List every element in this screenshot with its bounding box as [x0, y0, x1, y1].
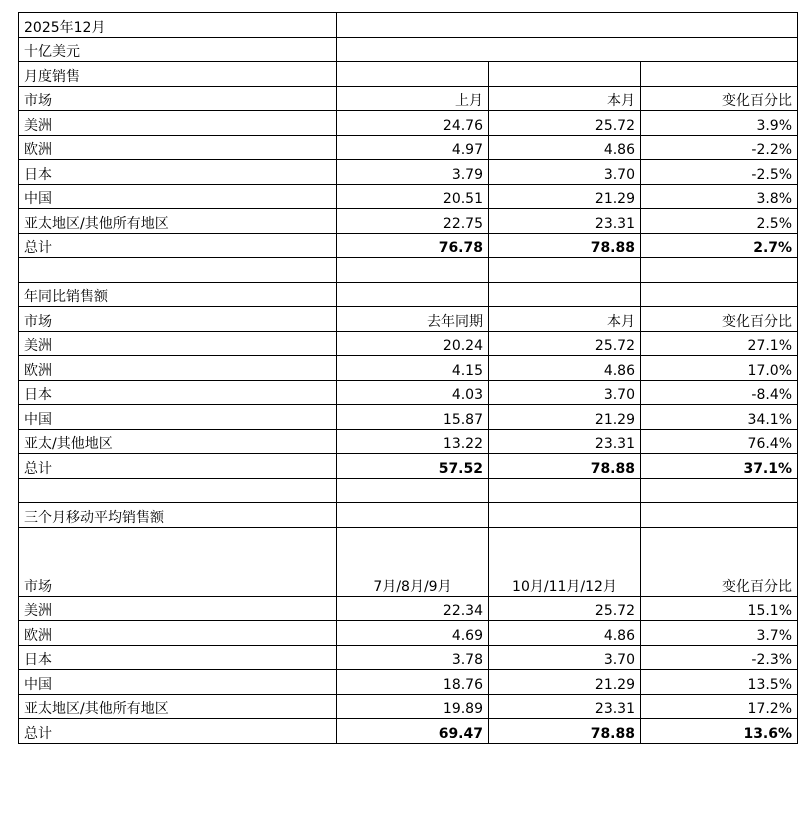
change-cell: 13.5% [641, 670, 798, 695]
curr-cell: 23.31 [489, 429, 641, 454]
market-cell: 日本 [19, 645, 337, 670]
column-header-row [19, 86, 798, 111]
unit-row [19, 37, 798, 62]
table-row [19, 380, 798, 405]
empty-cell [19, 258, 337, 283]
prev-cell: 19.89 [337, 694, 489, 719]
total-prev: 69.47 [337, 719, 489, 744]
section-title: 月度销售 [19, 62, 337, 87]
curr-cell: 21.29 [489, 405, 641, 430]
total-curr: 78.88 [489, 454, 641, 479]
spacer-row [19, 258, 798, 283]
column-header-change: 变化百分比 [641, 86, 798, 111]
change-cell: 15.1% [641, 596, 798, 621]
column-header-curr: 10月/11月/12月 [489, 527, 641, 596]
table-row [19, 621, 798, 646]
change-cell: 3.9% [641, 111, 798, 136]
total-curr: 78.88 [489, 719, 641, 744]
total-prev: 57.52 [337, 454, 489, 479]
curr-cell: 4.86 [489, 135, 641, 160]
empty-cell [489, 282, 641, 307]
empty-cell [337, 478, 489, 503]
change-cell: 3.8% [641, 184, 798, 209]
table-row [19, 356, 798, 381]
market-cell: 欧洲 [19, 621, 337, 646]
table-row [19, 429, 798, 454]
market-cell: 亚太地区/其他所有地区 [19, 694, 337, 719]
table-row [19, 135, 798, 160]
prev-cell: 20.24 [337, 331, 489, 356]
prev-cell: 4.97 [337, 135, 489, 160]
column-header-row [19, 527, 798, 596]
change-cell: -2.5% [641, 160, 798, 185]
empty-cell [19, 478, 337, 503]
table-row [19, 184, 798, 209]
total-label: 总计 [19, 233, 337, 258]
column-header-curr: 本月 [489, 86, 641, 111]
empty-cell [641, 62, 798, 87]
change-cell: 2.5% [641, 209, 798, 234]
column-header-change: 变化百分比 [641, 307, 798, 332]
market-cell: 亚太/其他地区 [19, 429, 337, 454]
change-cell: 34.1% [641, 405, 798, 430]
column-header-market: 市场 [19, 527, 337, 596]
date-row [19, 13, 798, 38]
prev-cell: 13.22 [337, 429, 489, 454]
column-header-market: 市场 [19, 86, 337, 111]
change-cell: 3.7% [641, 621, 798, 646]
empty-cell [641, 258, 798, 283]
table-row [19, 160, 798, 185]
total-label: 总计 [19, 454, 337, 479]
empty-cell [641, 282, 798, 307]
empty-cell [337, 62, 489, 87]
change-cell: -2.3% [641, 645, 798, 670]
column-header-row [19, 307, 798, 332]
section-title: 三个月移动平均销售额 [19, 503, 337, 528]
empty-cell [641, 503, 798, 528]
market-cell: 亚太地区/其他所有地区 [19, 209, 337, 234]
market-cell: 欧洲 [19, 135, 337, 160]
table-row [19, 645, 798, 670]
spacer-row [19, 478, 798, 503]
curr-cell: 4.86 [489, 356, 641, 381]
empty-cell [641, 478, 798, 503]
total-label: 总计 [19, 719, 337, 744]
empty-cell [337, 37, 798, 62]
market-cell: 日本 [19, 160, 337, 185]
empty-cell [337, 282, 489, 307]
total-row [19, 233, 798, 258]
column-header-prev: 上月 [337, 86, 489, 111]
curr-cell: 25.72 [489, 596, 641, 621]
column-header-change: 变化百分比 [641, 527, 798, 596]
prev-cell: 3.78 [337, 645, 489, 670]
market-cell: 美洲 [19, 331, 337, 356]
curr-cell: 23.31 [489, 694, 641, 719]
market-cell: 日本 [19, 380, 337, 405]
prev-cell: 4.15 [337, 356, 489, 381]
market-cell: 中国 [19, 184, 337, 209]
prev-cell: 4.03 [337, 380, 489, 405]
curr-cell: 3.70 [489, 160, 641, 185]
empty-cell [337, 503, 489, 528]
empty-cell [337, 258, 489, 283]
prev-cell: 18.76 [337, 670, 489, 695]
change-cell: -8.4% [641, 380, 798, 405]
total-change: 37.1% [641, 454, 798, 479]
empty-cell [337, 13, 798, 38]
table-row [19, 111, 798, 136]
table-row [19, 209, 798, 234]
curr-cell: 25.72 [489, 331, 641, 356]
prev-cell: 22.75 [337, 209, 489, 234]
market-cell: 中国 [19, 405, 337, 430]
market-cell: 欧洲 [19, 356, 337, 381]
section-title: 年同比销售额 [19, 282, 337, 307]
section-title-row [19, 62, 798, 87]
curr-cell: 21.29 [489, 670, 641, 695]
prev-cell: 22.34 [337, 596, 489, 621]
report-unit: 十亿美元 [19, 37, 337, 62]
section-title-row [19, 503, 798, 528]
column-header-market: 市场 [19, 307, 337, 332]
table-row [19, 405, 798, 430]
prev-cell: 15.87 [337, 405, 489, 430]
curr-cell: 25.72 [489, 111, 641, 136]
empty-cell [489, 503, 641, 528]
change-cell: 27.1% [641, 331, 798, 356]
prev-cell: 4.69 [337, 621, 489, 646]
section-title-row [19, 282, 798, 307]
column-header-curr: 本月 [489, 307, 641, 332]
market-cell: 中国 [19, 670, 337, 695]
change-cell: 76.4% [641, 429, 798, 454]
curr-cell: 3.70 [489, 380, 641, 405]
change-cell: -2.2% [641, 135, 798, 160]
total-prev: 76.78 [337, 233, 489, 258]
empty-cell [489, 258, 641, 283]
total-curr: 78.88 [489, 233, 641, 258]
prev-cell: 3.79 [337, 160, 489, 185]
curr-cell: 23.31 [489, 209, 641, 234]
empty-cell [489, 478, 641, 503]
total-row [19, 454, 798, 479]
table-row [19, 694, 798, 719]
total-change: 2.7% [641, 233, 798, 258]
curr-cell: 4.86 [489, 621, 641, 646]
prev-cell: 24.76 [337, 111, 489, 136]
table-row [19, 670, 798, 695]
change-cell: 17.2% [641, 694, 798, 719]
curr-cell: 3.70 [489, 645, 641, 670]
market-cell: 美洲 [19, 111, 337, 136]
sales-table [18, 12, 798, 744]
market-cell: 美洲 [19, 596, 337, 621]
curr-cell: 21.29 [489, 184, 641, 209]
empty-cell [489, 62, 641, 87]
prev-cell: 20.51 [337, 184, 489, 209]
table-row [19, 331, 798, 356]
change-cell: 17.0% [641, 356, 798, 381]
total-change: 13.6% [641, 719, 798, 744]
total-row [19, 719, 798, 744]
column-header-prev: 7月/8月/9月 [337, 527, 489, 596]
table-row [19, 596, 798, 621]
report-date: 2025年12月 [19, 13, 337, 38]
column-header-prev: 去年同期 [337, 307, 489, 332]
